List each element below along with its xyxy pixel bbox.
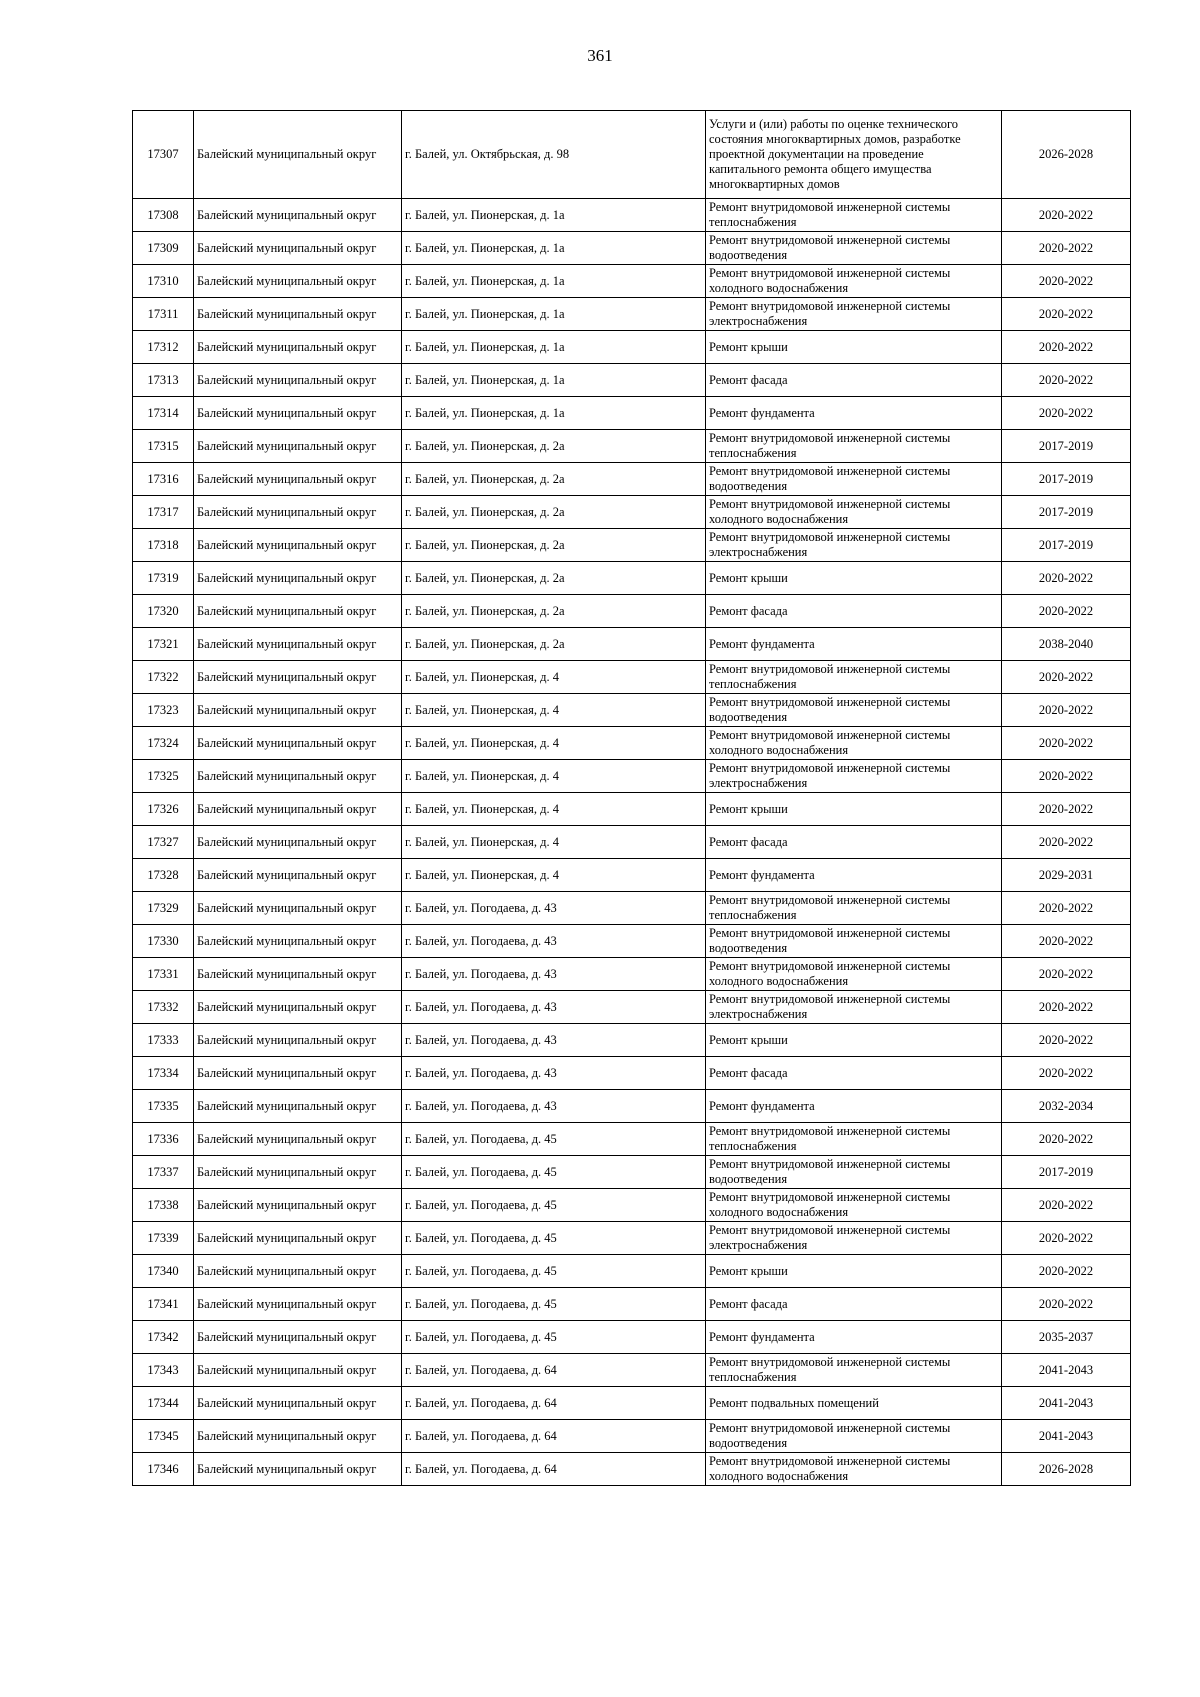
district-cell: Балейский муниципальный округ (194, 1024, 402, 1057)
work-type-cell: Ремонт внутридомовой инженерной системы электроснабжения (706, 1222, 1002, 1255)
district-cell: Балейский муниципальный округ (194, 1288, 402, 1321)
address-cell: г. Балей, ул. Пионерская, д. 4 (402, 727, 706, 760)
period-cell: 2038-2040 (1002, 628, 1131, 661)
address-cell: г. Балей, ул. Погодаева, д. 43 (402, 958, 706, 991)
district-cell: Балейский муниципальный округ (194, 892, 402, 925)
table-row (133, 661, 1131, 694)
table-row (133, 958, 1131, 991)
period-cell: 2020-2022 (1002, 760, 1131, 793)
table-row (133, 1123, 1131, 1156)
table-row (133, 694, 1131, 727)
row-number-cell: 17308 (133, 199, 194, 232)
address-cell: г. Балей, ул. Пионерская, д. 1а (402, 265, 706, 298)
row-number-cell: 17330 (133, 925, 194, 958)
address-cell: г. Балей, ул. Пионерская, д. 4 (402, 859, 706, 892)
period-cell: 2020-2022 (1002, 331, 1131, 364)
district-cell: Балейский муниципальный округ (194, 298, 402, 331)
address-cell: г. Балей, ул. Погодаева, д. 45 (402, 1123, 706, 1156)
district-cell: Балейский муниципальный округ (194, 1387, 402, 1420)
period-cell: 2020-2022 (1002, 232, 1131, 265)
address-cell: г. Балей, ул. Погодаева, д. 45 (402, 1255, 706, 1288)
district-cell: Балейский муниципальный округ (194, 727, 402, 760)
district-cell: Балейский муниципальный округ (194, 529, 402, 562)
district-cell: Балейский муниципальный округ (194, 958, 402, 991)
period-cell: 2020-2022 (1002, 364, 1131, 397)
district-cell: Балейский муниципальный округ (194, 991, 402, 1024)
address-cell: г. Балей, ул. Пионерская, д. 1а (402, 232, 706, 265)
work-type-cell: Ремонт крыши (706, 793, 1002, 826)
address-cell: г. Балей, ул. Погодаева, д. 43 (402, 1024, 706, 1057)
row-number-cell: 17307 (133, 111, 194, 199)
work-type-cell: Ремонт внутридомовой инженерной системы холодного водоснабжения (706, 1189, 1002, 1222)
period-cell: 2020-2022 (1002, 1024, 1131, 1057)
row-number-cell: 17331 (133, 958, 194, 991)
district-cell: Балейский муниципальный округ (194, 1420, 402, 1453)
period-cell: 2020-2022 (1002, 727, 1131, 760)
period-cell: 2020-2022 (1002, 1189, 1131, 1222)
address-cell: г. Балей, ул. Погодаева, д. 43 (402, 1057, 706, 1090)
district-cell: Балейский муниципальный округ (194, 199, 402, 232)
table-row (133, 1387, 1131, 1420)
table-row (133, 463, 1131, 496)
period-cell: 2020-2022 (1002, 1222, 1131, 1255)
address-cell: г. Балей, ул. Погодаева, д. 43 (402, 991, 706, 1024)
table-row (133, 793, 1131, 826)
address-cell: г. Балей, ул. Погодаева, д. 64 (402, 1453, 706, 1486)
row-number-cell: 17342 (133, 1321, 194, 1354)
address-cell: г. Балей, ул. Погодаева, д. 64 (402, 1387, 706, 1420)
row-number-cell: 17315 (133, 430, 194, 463)
work-type-cell: Ремонт фундамента (706, 397, 1002, 430)
district-cell: Балейский муниципальный округ (194, 1057, 402, 1090)
work-type-cell: Ремонт фундамента (706, 1090, 1002, 1123)
row-number-cell: 17316 (133, 463, 194, 496)
table-row (133, 562, 1131, 595)
address-cell: г. Балей, ул. Погодаева, д. 45 (402, 1222, 706, 1255)
district-cell: Балейский муниципальный округ (194, 1222, 402, 1255)
row-number-cell: 17309 (133, 232, 194, 265)
row-number-cell: 17329 (133, 892, 194, 925)
period-cell: 2020-2022 (1002, 826, 1131, 859)
row-number-cell: 17338 (133, 1189, 194, 1222)
address-cell: г. Балей, ул. Пионерская, д. 2а (402, 496, 706, 529)
table-row (133, 991, 1131, 1024)
district-cell: Балейский муниципальный округ (194, 1354, 402, 1387)
address-cell: г. Балей, ул. Пионерская, д. 1а (402, 331, 706, 364)
address-cell: г. Балей, ул. Погодаева, д. 64 (402, 1420, 706, 1453)
row-number-cell: 17314 (133, 397, 194, 430)
district-cell: Балейский муниципальный округ (194, 793, 402, 826)
period-cell: 2020-2022 (1002, 265, 1131, 298)
table-row (133, 1057, 1131, 1090)
district-cell: Балейский муниципальный округ (194, 1156, 402, 1189)
table-row (133, 232, 1131, 265)
district-cell: Балейский муниципальный округ (194, 463, 402, 496)
district-cell: Балейский муниципальный округ (194, 628, 402, 661)
row-number-cell: 17336 (133, 1123, 194, 1156)
period-cell: 2020-2022 (1002, 958, 1131, 991)
row-number-cell: 17333 (133, 1024, 194, 1057)
table-row (133, 1420, 1131, 1453)
district-cell: Балейский муниципальный округ (194, 364, 402, 397)
table-row (133, 1024, 1131, 1057)
address-cell: г. Балей, ул. Пионерская, д. 2а (402, 562, 706, 595)
work-type-cell: Ремонт внутридомовой инженерной системы холодного водоснабжения (706, 496, 1002, 529)
district-cell: Балейский муниципальный округ (194, 331, 402, 364)
table-row (133, 1090, 1131, 1123)
address-cell: г. Балей, ул. Погодаева, д. 43 (402, 892, 706, 925)
district-cell: Балейский муниципальный округ (194, 1255, 402, 1288)
district-cell: Балейский муниципальный округ (194, 1123, 402, 1156)
address-cell: г. Балей, ул. Пионерская, д. 1а (402, 364, 706, 397)
period-cell: 2017-2019 (1002, 463, 1131, 496)
work-type-cell: Услуги и (или) работы по оценке технического состояния многоквартирных домов, разработке проектной документации на проведение капитального ремонта общего имущества многоквартирных домов (706, 111, 1002, 199)
work-type-cell: Ремонт внутридомовой инженерной системы теплоснабжения (706, 199, 1002, 232)
address-cell: г. Балей, ул. Пионерская, д. 2а (402, 628, 706, 661)
row-number-cell: 17320 (133, 595, 194, 628)
row-number-cell: 17317 (133, 496, 194, 529)
work-type-cell: Ремонт внутридомовой инженерной системы холодного водоснабжения (706, 727, 1002, 760)
table-row (133, 826, 1131, 859)
row-number-cell: 17339 (133, 1222, 194, 1255)
period-cell: 2020-2022 (1002, 595, 1131, 628)
table-row (133, 364, 1131, 397)
work-type-cell: Ремонт фундамента (706, 1321, 1002, 1354)
table-row (133, 1288, 1131, 1321)
address-cell: г. Балей, ул. Пионерская, д. 2а (402, 529, 706, 562)
row-number-cell: 17323 (133, 694, 194, 727)
address-cell: г. Балей, ул. Погодаева, д. 64 (402, 1354, 706, 1387)
work-type-cell: Ремонт крыши (706, 562, 1002, 595)
work-type-cell: Ремонт крыши (706, 1255, 1002, 1288)
work-type-cell: Ремонт фундамента (706, 859, 1002, 892)
row-number-cell: 17341 (133, 1288, 194, 1321)
table-row (133, 331, 1131, 364)
address-cell: г. Балей, ул. Октябрьская, д. 98 (402, 111, 706, 199)
district-cell: Балейский муниципальный округ (194, 694, 402, 727)
address-cell: г. Балей, ул. Погодаева, д. 43 (402, 1090, 706, 1123)
address-cell: г. Балей, ул. Погодаева, д. 45 (402, 1321, 706, 1354)
address-cell: г. Балей, ул. Пионерская, д. 2а (402, 595, 706, 628)
period-cell: 2020-2022 (1002, 793, 1131, 826)
period-cell: 2020-2022 (1002, 1255, 1131, 1288)
district-cell: Балейский муниципальный округ (194, 265, 402, 298)
table-row (133, 430, 1131, 463)
work-type-cell: Ремонт внутридомовой инженерной системы водоотведения (706, 694, 1002, 727)
table-row (133, 397, 1131, 430)
period-cell: 2020-2022 (1002, 991, 1131, 1024)
work-type-cell: Ремонт внутридомовой инженерной системы теплоснабжения (706, 430, 1002, 463)
district-cell: Балейский муниципальный округ (194, 859, 402, 892)
work-type-cell: Ремонт внутридомовой инженерной системы холодного водоснабжения (706, 1453, 1002, 1486)
address-cell: г. Балей, ул. Пионерская, д. 4 (402, 694, 706, 727)
work-type-cell: Ремонт внутридомовой инженерной системы водоотведения (706, 1156, 1002, 1189)
period-cell: 2020-2022 (1002, 1123, 1131, 1156)
work-type-cell: Ремонт внутридомовой инженерной системы теплоснабжения (706, 1123, 1002, 1156)
work-type-cell: Ремонт внутридомовой инженерной системы холодного водоснабжения (706, 265, 1002, 298)
district-cell: Балейский муниципальный округ (194, 661, 402, 694)
table-row (133, 925, 1131, 958)
address-cell: г. Балей, ул. Погодаева, д. 43 (402, 925, 706, 958)
period-cell: 2041-2043 (1002, 1354, 1131, 1387)
work-type-cell: Ремонт внутридомовой инженерной системы теплоснабжения (706, 892, 1002, 925)
repair-schedule-table (132, 110, 1131, 1486)
period-cell: 2029-2031 (1002, 859, 1131, 892)
work-type-cell: Ремонт фасада (706, 1057, 1002, 1090)
district-cell: Балейский муниципальный округ (194, 760, 402, 793)
table-row (133, 1453, 1131, 1486)
row-number-cell: 17345 (133, 1420, 194, 1453)
address-cell: г. Балей, ул. Пионерская, д. 2а (402, 463, 706, 496)
period-cell: 2017-2019 (1002, 529, 1131, 562)
row-number-cell: 17332 (133, 991, 194, 1024)
table-row (133, 265, 1131, 298)
work-type-cell: Ремонт внутридомовой инженерной системы водоотведения (706, 1420, 1002, 1453)
row-number-cell: 17334 (133, 1057, 194, 1090)
district-cell: Балейский муниципальный округ (194, 496, 402, 529)
table-row (133, 1321, 1131, 1354)
address-cell: г. Балей, ул. Пионерская, д. 4 (402, 793, 706, 826)
district-cell: Балейский муниципальный округ (194, 1189, 402, 1222)
table-row (133, 111, 1131, 199)
period-cell: 2020-2022 (1002, 1288, 1131, 1321)
district-cell: Балейский муниципальный округ (194, 1453, 402, 1486)
row-number-cell: 17337 (133, 1156, 194, 1189)
period-cell: 2020-2022 (1002, 694, 1131, 727)
row-number-cell: 17326 (133, 793, 194, 826)
district-cell: Балейский муниципальный округ (194, 925, 402, 958)
period-cell: 2020-2022 (1002, 925, 1131, 958)
period-cell: 2026-2028 (1002, 1453, 1131, 1486)
table-body (133, 111, 1131, 1486)
period-cell: 2020-2022 (1002, 397, 1131, 430)
table-row (133, 1222, 1131, 1255)
work-type-cell: Ремонт внутридомовой инженерной системы водоотведения (706, 463, 1002, 496)
table-row (133, 892, 1131, 925)
work-type-cell: Ремонт крыши (706, 331, 1002, 364)
district-cell: Балейский муниципальный округ (194, 397, 402, 430)
table-row (133, 199, 1131, 232)
address-cell: г. Балей, ул. Пионерская, д. 1а (402, 298, 706, 331)
table-row (133, 595, 1131, 628)
work-type-cell: Ремонт внутридомовой инженерной системы электроснабжения (706, 529, 1002, 562)
district-cell: Балейский муниципальный округ (194, 1090, 402, 1123)
period-cell: 2020-2022 (1002, 562, 1131, 595)
period-cell: 2020-2022 (1002, 1057, 1131, 1090)
address-cell: г. Балей, ул. Пионерская, д. 2а (402, 430, 706, 463)
row-number-cell: 17346 (133, 1453, 194, 1486)
work-type-cell: Ремонт внутридомовой инженерной системы теплоснабжения (706, 661, 1002, 694)
row-number-cell: 17321 (133, 628, 194, 661)
work-type-cell: Ремонт внутридомовой инженерной системы водоотведения (706, 925, 1002, 958)
table-row (133, 1354, 1131, 1387)
row-number-cell: 17340 (133, 1255, 194, 1288)
work-type-cell: Ремонт фундамента (706, 628, 1002, 661)
table-row (133, 298, 1131, 331)
row-number-cell: 17328 (133, 859, 194, 892)
work-type-cell: Ремонт внутридомовой инженерной системы водоотведения (706, 232, 1002, 265)
period-cell: 2032-2034 (1002, 1090, 1131, 1123)
address-cell: г. Балей, ул. Пионерская, д. 4 (402, 661, 706, 694)
district-cell: Балейский муниципальный округ (194, 595, 402, 628)
row-number-cell: 17322 (133, 661, 194, 694)
address-cell: г. Балей, ул. Погодаева, д. 45 (402, 1288, 706, 1321)
work-type-cell: Ремонт подвальных помещений (706, 1387, 1002, 1420)
row-number-cell: 17313 (133, 364, 194, 397)
table-row (133, 628, 1131, 661)
table-row (133, 859, 1131, 892)
district-cell: Балейский муниципальный округ (194, 562, 402, 595)
page-number: 361 (587, 46, 613, 65)
work-type-cell: Ремонт фасада (706, 826, 1002, 859)
work-type-cell: Ремонт крыши (706, 1024, 1002, 1057)
address-cell: г. Балей, ул. Пионерская, д. 4 (402, 760, 706, 793)
row-number-cell: 17325 (133, 760, 194, 793)
district-cell: Балейский муниципальный округ (194, 111, 402, 199)
table-row (133, 496, 1131, 529)
period-cell: 2026-2028 (1002, 111, 1131, 199)
period-cell: 2017-2019 (1002, 1156, 1131, 1189)
work-type-cell: Ремонт внутридомовой инженерной системы теплоснабжения (706, 1354, 1002, 1387)
address-cell: г. Балей, ул. Пионерская, д. 1а (402, 397, 706, 430)
period-cell: 2041-2043 (1002, 1387, 1131, 1420)
table-row (133, 529, 1131, 562)
district-cell: Балейский муниципальный округ (194, 232, 402, 265)
work-type-cell: Ремонт внутридомовой инженерной системы электроснабжения (706, 298, 1002, 331)
work-type-cell: Ремонт фасада (706, 364, 1002, 397)
district-cell: Балейский муниципальный округ (194, 1321, 402, 1354)
row-number-cell: 17324 (133, 727, 194, 760)
period-cell: 2017-2019 (1002, 496, 1131, 529)
period-cell: 2020-2022 (1002, 199, 1131, 232)
period-cell: 2017-2019 (1002, 430, 1131, 463)
address-cell: г. Балей, ул. Пионерская, д. 1а (402, 199, 706, 232)
table-row (133, 1156, 1131, 1189)
row-number-cell: 17343 (133, 1354, 194, 1387)
row-number-cell: 17310 (133, 265, 194, 298)
work-type-cell: Ремонт фасада (706, 595, 1002, 628)
district-cell: Балейский муниципальный округ (194, 430, 402, 463)
row-number-cell: 17319 (133, 562, 194, 595)
address-cell: г. Балей, ул. Погодаева, д. 45 (402, 1156, 706, 1189)
period-cell: 2041-2043 (1002, 1420, 1131, 1453)
work-type-cell: Ремонт внутридомовой инженерной системы холодного водоснабжения (706, 958, 1002, 991)
district-cell: Балейский муниципальный округ (194, 826, 402, 859)
row-number-cell: 17335 (133, 1090, 194, 1123)
address-cell: г. Балей, ул. Погодаева, д. 45 (402, 1189, 706, 1222)
period-cell: 2020-2022 (1002, 892, 1131, 925)
row-number-cell: 17312 (133, 331, 194, 364)
table-row (133, 727, 1131, 760)
row-number-cell: 17344 (133, 1387, 194, 1420)
work-type-cell: Ремонт внутридомовой инженерной системы электроснабжения (706, 760, 1002, 793)
work-type-cell: Ремонт фасада (706, 1288, 1002, 1321)
period-cell: 2035-2037 (1002, 1321, 1131, 1354)
row-number-cell: 17311 (133, 298, 194, 331)
table-row (133, 760, 1131, 793)
address-cell: г. Балей, ул. Пионерская, д. 4 (402, 826, 706, 859)
row-number-cell: 17327 (133, 826, 194, 859)
table-row (133, 1255, 1131, 1288)
work-type-cell: Ремонт внутридомовой инженерной системы электроснабжения (706, 991, 1002, 1024)
period-cell: 2020-2022 (1002, 661, 1131, 694)
table-row (133, 1189, 1131, 1222)
row-number-cell: 17318 (133, 529, 194, 562)
period-cell: 2020-2022 (1002, 298, 1131, 331)
